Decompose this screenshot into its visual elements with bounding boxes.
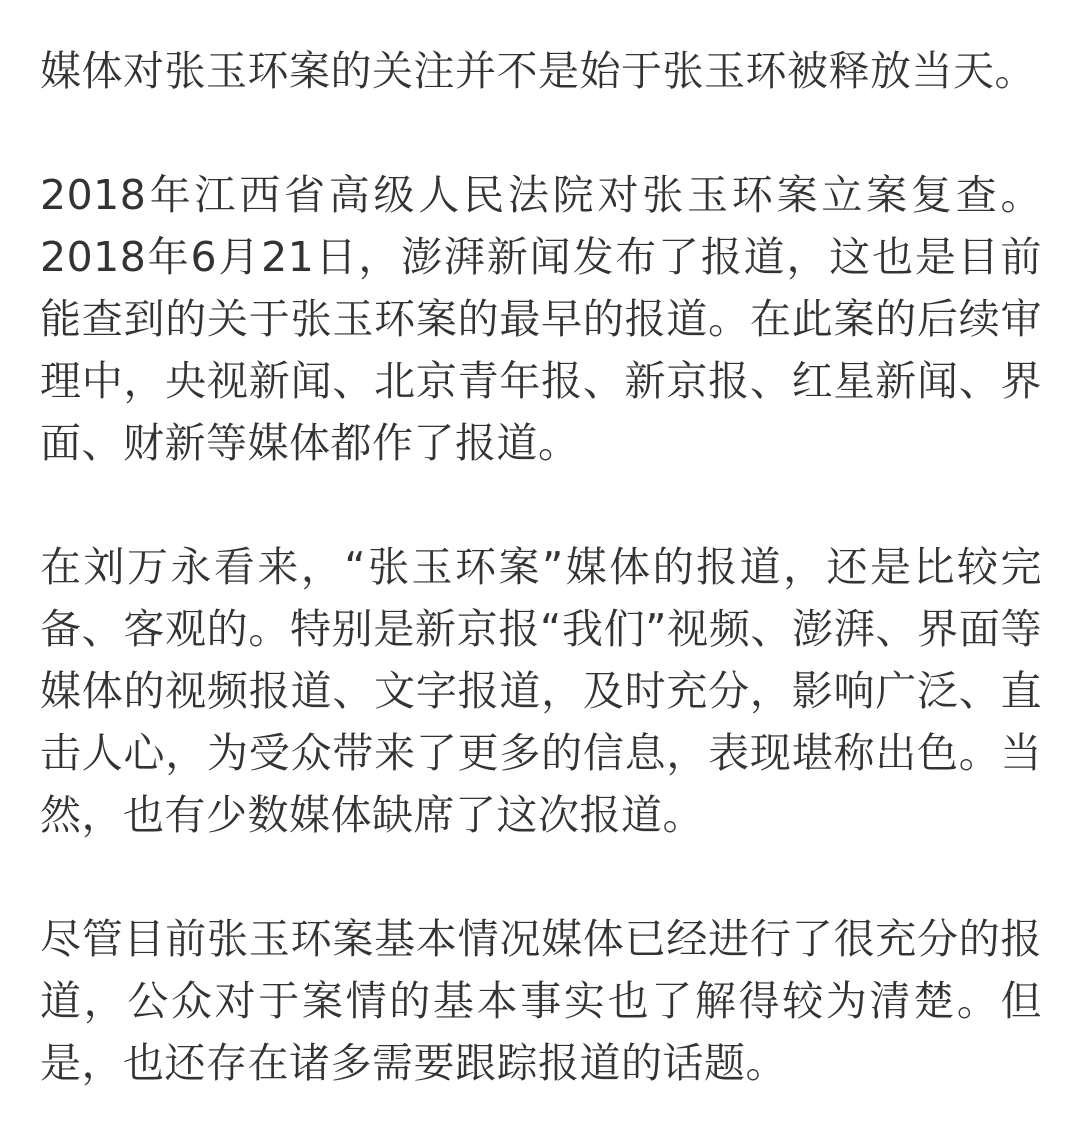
article-body [40, 40, 1042, 1094]
paragraph-4: 尽管目前张玉环案基本情况媒体已经进行了很充分的报道，公众对于案情的基本事实也了解得较为清楚。但是，也还存在诸多需要跟踪报道的话题。 [40, 915, 1042, 1087]
paragraph-3: 在刘万永看来，“张玉环案”媒体的报道，还是比较完备、客观的。特别是新京报“我们”视频、澎湃、界面等媒体的视频报道、文字报道，及时充分，影响广泛、直击人心，为受众带来了更多的信息，表现堪称出色。当然，也有少数媒体缺席了这次报道。 [40, 543, 1042, 839]
paragraph-2: 2018年江西省高级人民法院对张玉环案立案复查。2018年6月21日，澎湃新闻发布了报道，这也是目前能查到的关于张玉环案的最早的报道。在此案的后续审理中，央视新闻、北京青年报、新京报、红星新闻、界面、财新等媒体都作了报道。 [40, 171, 1042, 467]
paragraph-1: 媒体对张玉环案的关注并不是始于张玉环被释放当天。 [40, 47, 1036, 95]
